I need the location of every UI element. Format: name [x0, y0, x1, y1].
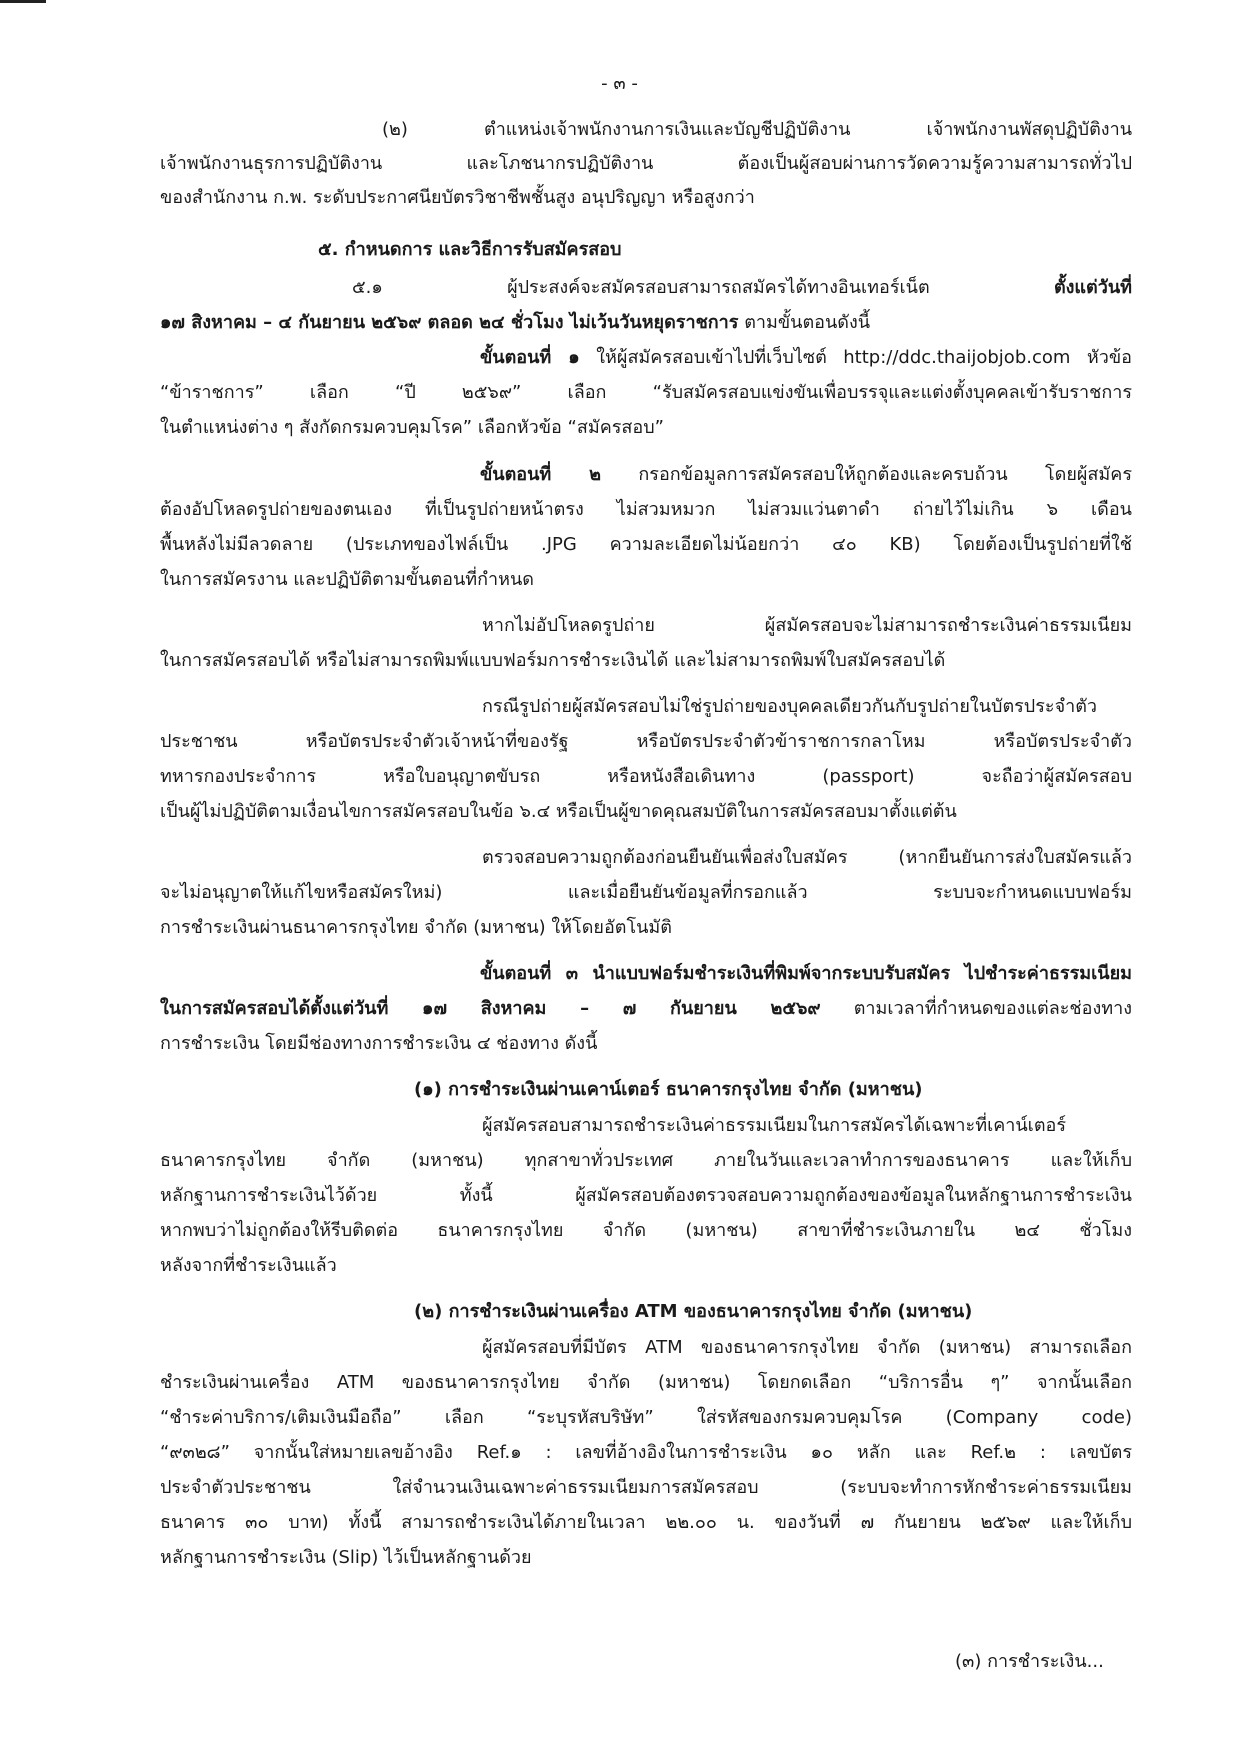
step-1-line-1 [480, 346, 1132, 370]
note-1-line-1: หากไม่อัปโหลดรูปถ่าย ผู้สมัครสอบจะไม่สามารถชำระเงินค่าธรรมเนียม [482, 615, 1132, 636]
note-2-line-3: ทหารกองประจำการ หรือใบอนุญาตขับรถ หรือหนังสือเดินทาง (passport) จะถือว่าผู้สมัครสอบ [160, 766, 1132, 787]
payment-2-line-1: ผู้สมัครสอบที่มีบัตร ATM ของธนาคารกรุงไทย จำกัด (มหาชน) สามารถเลือก [482, 1337, 1132, 1358]
step-3-line-2-rest: ตามเวลาที่กำหนดของแต่ละช่องทาง [820, 998, 1132, 1019]
payment-1-line-1: ผู้สมัครสอบสามารถชำระเงินค่าธรรมเนียมในการสมัครได้เฉพาะที่เคาน์เตอร์ [482, 1115, 1066, 1136]
step-2-line-4: ในการสมัครงาน และปฏิบัติตามขั้นตอนที่กำหนด [160, 569, 534, 590]
payment-1-heading: (๑) การชำระเงินผ่านเคาน์เตอร์ ธนาคารกรุงไทย จำกัด (มหาชน) [414, 1079, 923, 1100]
step-1-text: ให้ผู้สมัครสอบเข้าไปที่เว็บไซต์ http://ddc.thaijobjob.com หัวข้อ [579, 347, 1132, 368]
note-3-line-1: ตรวจสอบความถูกต้องก่อนยืนยันเพื่อส่งใบสมัคร (หากยืนยันการส่งใบสมัครแล้ว [482, 847, 1132, 868]
scan-edge-mark [0, 0, 46, 3]
section-5-1-line-2-rest: ตามขั้นตอนดังนี้ [738, 312, 871, 333]
payment-2-line-6: ธนาคาร ๓๐ บาท) ทั้งนี้ สามารถชำระเงินได้ภายในเวลา ๒๒.๐๐ น. ของวันที่ ๗ กันยายน ๒๕๖๙ และให้เก็บ [160, 1512, 1132, 1533]
para-2-line-3: ของสำนักงาน ก.พ. ระดับประกาศนียบัตรวิชาชีพชั้นสูง อนุปริญญา หรือสูงกว่า [160, 187, 755, 208]
page-number: - ๓ - [601, 73, 638, 94]
payment-period: ในการสมัครสอบได้ตั้งแต่วันที่ ๑๗ สิงหาคม – ๗ กันยายน ๒๕๖๙ [160, 998, 821, 1019]
payment-2-line-4: “๙๓๒๘” จากนั้นใส่หมายเลขอ้างอิง Ref.๑ : เลขที่อ้างอิงในการชำระเงิน ๑๐ หลัก และ Ref.๒ : เลขบัตร [160, 1442, 1132, 1463]
payment-2-heading: (๒) การชำระเงินผ่านเครื่อง ATM ของธนาคารกรุงไทย จำกัด (มหาชน) [414, 1301, 973, 1322]
step-1-label: ขั้นตอนที่ ๑ [480, 347, 580, 368]
registration-period: ๑๗ สิงหาคม – ๔ กันยายน ๒๕๖๙ ตลอด ๒๔ ชั่วโมง ไม่เว้นวันหยุดราชการ [160, 312, 739, 333]
continued-marker: (๓) การชำระเงิน... [955, 1651, 1104, 1672]
section-5-heading: ๕. กำหนดการ และวิธีการรับสมัครสอบ [318, 239, 622, 260]
payment-1-line-3: หลักฐานการชำระเงินไว้ด้วย ทั้งนี้ ผู้สมัครสอบต้องตรวจสอบความถูกต้องของข้อมูลในหลักฐานการชำระเงิน [160, 1185, 1132, 1206]
step-3-line-1 [480, 962, 1132, 986]
payment-1-line-5: หลังจากที่ชำระเงินแล้ว [160, 1255, 337, 1276]
step-1-line-2: “ข้าราชการ” เลือก “ปี ๒๕๖๙” เลือก “รับสมัครสอบแข่งขันเพื่อบรรจุและแต่งตั้งบุคคลเข้ารับราชการ [160, 382, 1132, 403]
step-3-line-2 [160, 997, 1132, 1021]
payment-2-line-7: หลักฐานการชำระเงิน (Slip) ไว้เป็นหลักฐานด้วย [160, 1547, 532, 1568]
payment-2-line-2: ชำระเงินผ่านเครื่อง ATM ของธนาคารกรุงไทย จำกัด (มหาชน) โดยกดเลือก “บริการอื่น ๆ” จากนั้นเลือก [160, 1372, 1132, 1393]
note-1-line-2: ในการสมัครสอบได้ หรือไม่สามารถพิมพ์แบบฟอร์มการชำระเงินได้ และไม่สามารถพิมพ์ใบสมัครสอบได้ [160, 650, 946, 671]
step-2-line-1 [480, 463, 1132, 487]
para-2-line-2: เจ้าพนักงานธุรการปฏิบัติงาน และโภชนากรปฏิบัติงาน ต้องเป็นผู้สอบผ่านการวัดความรู้ความสามารถทั่วไป [160, 153, 1132, 174]
note-3-line-3: การชำระเงินผ่านธนาคารกรุงไทย จำกัด (มหาชน) ให้โดยอัตโนมัติ [160, 917, 672, 938]
step-3-label: ขั้นตอนที่ ๓ [480, 963, 579, 984]
payment-1-line-2: ธนาคารกรุงไทย จำกัด (มหาชน) ทุกสาขาทั่วประเทศ ภายในวันและเวลาทำการของธนาคาร และให้เก็บ [160, 1150, 1132, 1171]
note-2-line-2: ประชาชน หรือบัตรประจำตัวเจ้าหน้าที่ของรัฐ หรือบัตรประจำตัวข้าราชการกลาโหม หรือบัตรประจำตัว [160, 731, 1132, 752]
section-5-1-text: ๕.๑ ผู้ประสงค์จะสมัครสอบสามารถสมัครได้ทางอินเทอร์เน็ต [352, 277, 1054, 298]
payment-2-line-5: ประจำตัวประชาชน ใส่จำนวนเงินเฉพาะค่าธรรมเนียมการสมัครสอบ (ระบบจะทำการหักชำระค่าธรรมเนียม [160, 1477, 1132, 1498]
step-2-line-2: ต้องอัปโหลดรูปถ่ายของตนเอง ที่เป็นรูปถ่ายหน้าตรง ไม่สวมหมวก ไม่สวมแว่นตาดำ ถ่ายไว้ไม่เกิน ๖ เดือน [160, 499, 1132, 520]
payment-2-line-3: “ชำระค่าบริการ/เติมเงินมือถือ” เลือก “ระบุรหัสบริษัท” ใส่รหัสของกรมควบคุมโรค (Company code) [160, 1407, 1132, 1428]
payment-1-line-4: หากพบว่าไม่ถูกต้องให้รีบติดต่อ ธนาคารกรุงไทย จำกัด (มหาชน) สาขาที่ชำระเงินภายใน ๒๔ ชั่วโมง [160, 1220, 1132, 1241]
section-5-1-line-2 [160, 311, 870, 335]
step-2-label: ขั้นตอนที่ ๒ [480, 464, 602, 485]
step-2-text: กรอกข้อมูลการสมัครสอบให้ถูกต้องและครบถ้วน โดยผู้สมัคร [601, 464, 1132, 485]
step-3-line-3: การชำระเงิน โดยมีช่องทางการชำระเงิน ๔ ช่องทาง ดังนี้ [160, 1033, 598, 1054]
step-1-line-3: ในตำแหน่งต่าง ๆ สังกัดกรมควบคุมโรค” เลือกหัวข้อ “สมัครสอบ” [160, 417, 664, 438]
step-3-text: นำแบบฟอร์มชำระเงินที่พิมพ์จากระบบรับสมัคร ไปชำระค่าธรรมเนียม [578, 963, 1133, 984]
section-5-1-date-label: ตั้งแต่วันที่ [1053, 277, 1132, 298]
note-2-line-1: กรณีรูปถ่ายผู้สมัครสอบไม่ใช่รูปถ่ายของบุคคลเดียวกันกับรูปถ่ายในบัตรประจำตัว [482, 696, 1098, 717]
note-2-line-4: เป็นผู้ไม่ปฏิบัติตามเงื่อนไขการสมัครสอบในข้อ ๖.๔ หรือเป็นผู้ขาดคุณสมบัติในการสมัครสอบมาตั้งแต่ต้น [160, 801, 957, 822]
note-3-line-2: จะไม่อนุญาตให้แก้ไขหรือสมัครใหม่) และเมื่อยืนยันข้อมูลที่กรอกแล้ว ระบบจะกำหนดแบบฟอร์ม [160, 882, 1132, 903]
section-5-1-line-1 [352, 276, 1132, 300]
para-2-line-1: (๒) ตำแหน่งเจ้าพนักงานการเงินและบัญชีปฏิบัติงาน เจ้าพนักงานพัสดุปฏิบัติงาน [382, 119, 1132, 140]
step-2-line-3: พื้นหลังไม่มีลวดลาย (ประเภทของไฟล์เป็น .JPG ความละเอียดไม่น้อยกว่า ๔๐ KB) โดยต้องเป็นรูปถ่ายที่ใช้ [160, 534, 1132, 555]
